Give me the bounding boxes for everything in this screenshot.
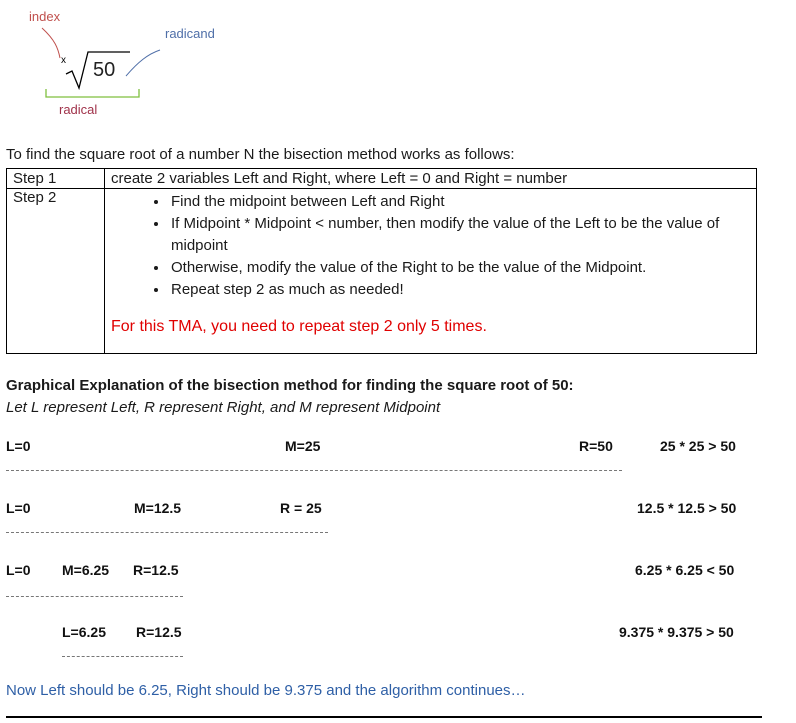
bottom-rule <box>6 716 762 718</box>
row3-left: L=0 <box>6 562 31 578</box>
table-row <box>7 189 757 354</box>
conclusion-text: Now Left should be 6.25, Right should be 9.375 and the algorithm continues… <box>6 682 526 699</box>
row4-left: L=6.25 <box>62 624 106 640</box>
step-details <box>105 189 757 354</box>
radical-bracket <box>46 89 139 97</box>
radicand-value: 50 <box>93 59 116 81</box>
row2-right: R = 25 <box>280 500 322 516</box>
row1-mid: M=25 <box>285 438 321 454</box>
row1-left: L=0 <box>6 438 31 454</box>
row4-right: R=12.5 <box>136 624 182 640</box>
list-item: • Repeat step 2 as much as needed! <box>169 279 750 301</box>
intro-text: To find the square root of a number N the bisection method works as follows: <box>6 146 515 163</box>
radical-sign <box>66 52 130 88</box>
row1-right: R=50 <box>579 438 613 454</box>
radicand-label: radicand <box>165 26 215 41</box>
row3-check: 6.25 * 6.25 < 50 <box>635 562 735 578</box>
row4-check: 9.375 * 9.375 > 50 <box>619 624 734 640</box>
step-text: create 2 variables Left and Right, where Left = 0 and Right = number <box>105 169 757 189</box>
step-label: Step 1 <box>7 169 105 189</box>
row2-left: L=0 <box>6 500 31 516</box>
index-label: index <box>29 9 61 24</box>
index-symbol: x <box>61 55 66 66</box>
row3-interval <box>6 596 183 597</box>
radical-label: radical <box>59 102 98 117</box>
row3-right: R=12.5 <box>133 562 179 578</box>
row4-interval <box>62 656 183 657</box>
index-arrow <box>42 28 60 58</box>
step-label: Step 2 <box>7 189 105 354</box>
tma-note: For this TMA, you need to repeat step 2 only 5 times. <box>111 318 487 335</box>
graph-subtitle: Let L represent Left, R represent Right, and M represent Midpoint <box>6 399 441 416</box>
graph-title: Graphical Explanation of the bisection method for finding the square root of 50: <box>6 377 574 394</box>
row2-check: 12.5 * 12.5 > 50 <box>637 500 737 516</box>
step-bullet-list <box>111 191 750 301</box>
radical-diagram <box>0 0 240 120</box>
list-item: • If Midpoint * Midpoint < number, then modify the value of the Left to be the value of midpoint <box>169 213 750 257</box>
row1-check: 25 * 25 > 50 <box>660 438 736 454</box>
table-row <box>7 169 757 189</box>
row1-interval <box>6 470 622 471</box>
radicand-arrow <box>126 50 160 76</box>
row2-interval <box>6 532 328 533</box>
list-item: • Otherwise, modify the value of the Right to be the value of the Midpoint. <box>169 257 750 279</box>
row3-mid: M=6.25 <box>62 562 110 578</box>
list-item: • Find the midpoint between Left and Right <box>169 191 750 213</box>
row2-mid: M=12.5 <box>134 500 182 516</box>
steps-table <box>6 168 757 354</box>
